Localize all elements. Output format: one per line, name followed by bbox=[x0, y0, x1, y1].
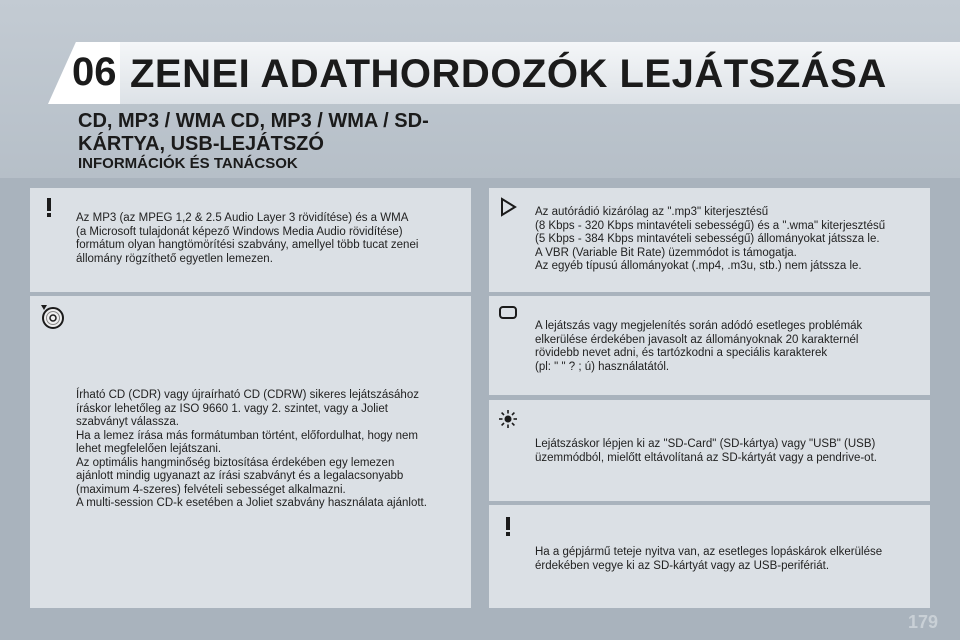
info-panel-sunroof bbox=[489, 505, 930, 608]
info-panel-filenames bbox=[489, 296, 930, 395]
sd-usb-text: Lejátszáskor lépjen ki az "SD-Card" (SD-kártya) vagy "USB" (USB) üzemmódból, mielőtt eltávolítaná az SD-kártyát vagy a pendrive-ot. bbox=[535, 438, 877, 464]
chapter-number: 06 bbox=[72, 50, 117, 94]
filenames-text: A lejátszás vagy megjelenítés során adódó esetleges problémák elkerülése érdekében javasolt az állományoknak 20 karakternél rövidebb nevet adni, és tartózkodni a speciális karakterek (pl: " " ? ; ú) használatától. bbox=[535, 320, 863, 373]
info-panel-mp3 bbox=[30, 188, 471, 292]
section-subtitle: INFORMÁCIÓK ÉS TANÁCSOK bbox=[78, 155, 298, 172]
sunroof-text: Ha a gépjármű teteje nyitva van, az esetleges lopáskárok elkerülése érdekében vegye ki az SD-kártyát vagy az USB-perifériát. bbox=[535, 546, 883, 572]
section-title: CD, MP3 / WMA CD, MP3 / WMA / SD-KÁRTYA, USB-LEJÁTSZÓ bbox=[78, 110, 429, 155]
mp3-info-text: Az MP3 (az MPEG 1,2 & 2.5 Audio Layer 3 rövidítése) és a WMA (a Microsoft tulajdonát képező Windows Media Audio rövidítése) formátum olyan hangtömörítési szabvány, amellyel több tucat zenei állomány rögzíthető egyetlen lemezen. bbox=[76, 212, 419, 265]
formats-text: Az autórádió kizárólag az ".mp3" kiterjesztésű (8 Kbps - 320 Kbps mintavételi sebességű) és a ".wma" kiterjesztésű (5 Kbps - 384 Kbps mintavételi sebességű) állományokat játssza le. A VBR (Variable Bit Rate) üzemmódot is támogatja. Az egyéb típusú állományokat (.mp4, .m3u, stb.) nem játssza le. bbox=[535, 206, 886, 272]
page-number: 179 bbox=[907, 612, 938, 632]
screen-icon bbox=[497, 302, 519, 324]
page-header bbox=[0, 0, 960, 178]
info-panel-formats bbox=[489, 188, 930, 292]
sun-icon bbox=[497, 408, 519, 430]
warning-icon bbox=[38, 196, 60, 218]
cd-icon bbox=[38, 302, 66, 330]
cd-burn-text: Írható CD (CDR) vagy újraírható CD (CDRW) sikeres lejátszásához íráskor lehetőleg az ISO 9660 1. vagy 2. szintet, vagy a Joliet szabványt válassza. Ha a lemez írása más formátumban történt, előfordulhat, hogy nem lehet megfelelően lejátszani. Az optimális hangminőség biztosítása érdekében egy lemezen ajánlott mindig ugyanazt az írási szabványt és a legalacsonyabb (maximum 4-szeres) felvételi sebességet alkalmazni. A multi-session CD-k esetében a Joliet szabvány használata ajánlott. bbox=[76, 389, 427, 509]
page-title: ZENEI ADATHORDOZÓK LEJÁTSZÁSA bbox=[130, 52, 887, 96]
warning-icon bbox=[497, 515, 519, 537]
play-icon bbox=[497, 196, 519, 218]
info-panel-cd bbox=[30, 296, 471, 608]
info-panel-sd-usb bbox=[489, 400, 930, 501]
